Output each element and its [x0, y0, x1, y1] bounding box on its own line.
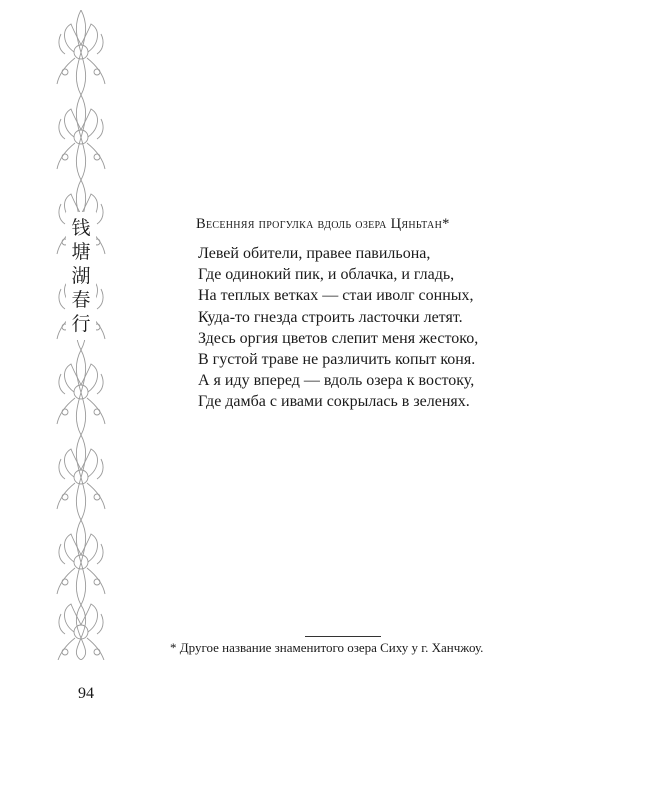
- poem-title: Весенняя прогулка вдоль озера Цяньтан*: [196, 216, 450, 232]
- vertical-chinese-title: [66, 212, 96, 340]
- poem-line: Где одинокий пик, и облачка, и гладь,: [198, 266, 455, 284]
- poem-line: Где дамба с ивами сокрылась в зеленях.: [198, 393, 470, 411]
- poem-line: Здесь оргия цветов слепит меня жестоко,: [198, 329, 479, 347]
- poem-line: На теплых ветках — стаи иволг сонных,: [198, 287, 474, 305]
- poem-line: В густой траве не различить копыт коня.: [198, 351, 476, 369]
- title-char: 钱: [71, 217, 91, 239]
- poem-body: [198, 243, 538, 413]
- poem-line: Левей обители, правее павильона,: [198, 245, 431, 262]
- poem-line: А я иду вперед — вдоль озера к востоку,: [198, 372, 475, 390]
- title-char: 行: [71, 313, 91, 335]
- poem-line: Куда-то гнезда строить ласточки летят.: [198, 308, 463, 326]
- footnote: * Другое название знаменитого озера Сиху у г. Ханчжоу.: [170, 640, 484, 655]
- title-char: 塘: [71, 241, 91, 263]
- title-char: 湖: [71, 265, 91, 287]
- title-char: 春: [71, 289, 91, 311]
- page-number: 94: [78, 685, 94, 702]
- footnote-divider: [305, 636, 381, 637]
